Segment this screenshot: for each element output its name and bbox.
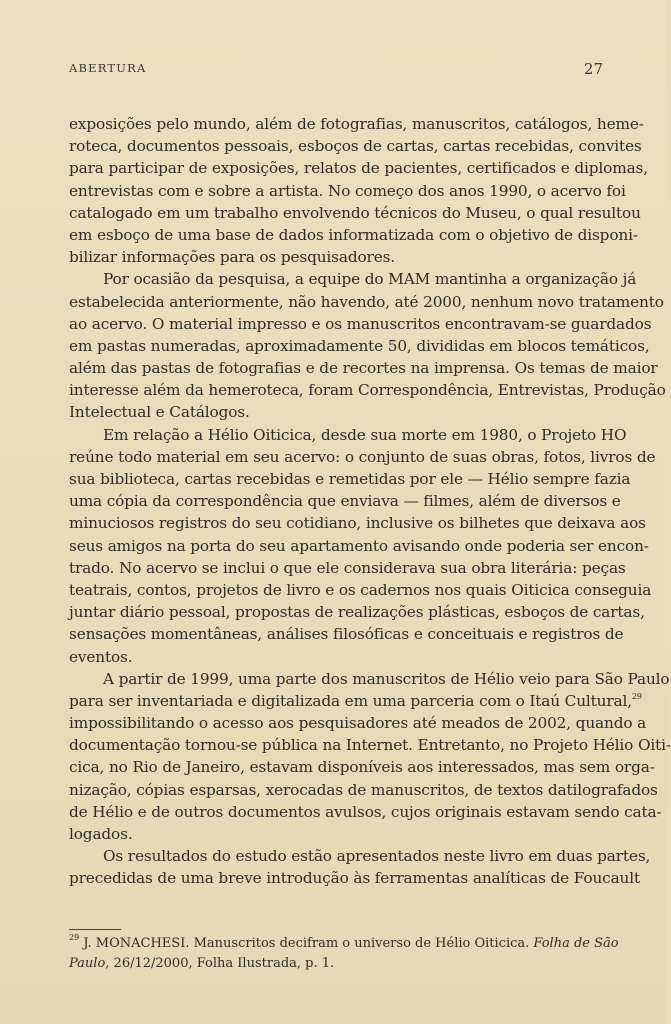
text-line: logados.	[69, 825, 133, 843]
text-line: documentação tornou-se pública na Internet. Entretanto, no Projeto Hélio Oiti-	[69, 736, 671, 755]
text-line-content: para ser inventariada e digitalizada em uma parceria com o Itaú Cultural,	[69, 691, 632, 710]
text-line: Por ocasião da pesquisa, a equipe do MAM mantinha a organização já	[103, 270, 637, 289]
footnote-number: 29	[69, 933, 80, 942]
text-line-with-footnote-ref	[69, 690, 642, 712]
text-line: juntar diário pessoal, propostas de realizações plásticas, esboços de cartas,	[69, 603, 645, 622]
text-line: nização, cópias esparsas, xerocadas de manuscritos, de textos datilografados	[69, 780, 658, 799]
text-line: além das pastas de fotografias e de recortes na imprensa. Os temas de maior	[69, 359, 658, 378]
text-line: reúne todo material em seu acervo: o conjunto de suas obras, fotos, livros de	[69, 447, 656, 466]
text-line: entrevistas com e sobre a artista. No começo dos anos 1990, o acervo foi	[69, 181, 626, 200]
text-line: em pastas numeradas, aproximadamente 50, divididas em blocos temáticos,	[69, 336, 650, 355]
text-line: uma cópia da correspondência que enviava — filmes, além de diversos e	[69, 492, 621, 511]
text-line: Em relação a Hélio Oiticica, desde sua morte em 1980, o Projeto HO	[103, 425, 627, 444]
footnote-line	[69, 933, 619, 954]
text-line: roteca, documentos pessoais, esboços de cartas, cartas recebidas, convites	[69, 137, 642, 156]
text-line: teatrais, contos, projetos de livro e os cadernos nos quais Oiticica conseguia	[69, 580, 652, 599]
body-text	[69, 113, 671, 890]
text-line: seus amigos na porta do seu apartamento avisando onde poderia ser encon-	[69, 536, 649, 555]
text-line: estabelecida anteriormente, não havendo, até 2000, nenhum novo tratamento	[69, 292, 664, 311]
footnote-line	[69, 954, 600, 974]
text-line: minuciosos registros do seu cotidiano, inclusive os bilhetes que deixava aos	[69, 514, 646, 533]
text-line: Os resultados do estudo estão apresentados neste livro em duas partes,	[103, 847, 651, 866]
running-head: ABERTURA	[69, 61, 147, 75]
text-line: cica, no Rio de Janeiro, estavam disponíveis aos interessados, mas sem orga-	[69, 758, 655, 777]
text-line: em esboço de uma base de dados informatizada com o objetivo de disponi-	[69, 225, 638, 244]
text-line: para participar de exposições, relatos de pacientes, certificados e diplomas,	[69, 159, 648, 178]
text-line: eventos.	[69, 647, 133, 666]
footnote	[69, 933, 619, 974]
text-line: catalogado em um trabalho envolvendo técnicos do Museu, o qual resultou	[69, 203, 641, 222]
footnote-source-cont: Paulo	[69, 956, 106, 971]
text-line: impossibilitando o acesso aos pesquisadores até meados de 2002, quando a	[69, 714, 647, 733]
text-line: ao acervo. O material impresso e os manuscritos encontravam-se guardados	[69, 314, 652, 333]
text-line: Intelectual e Catálogos.	[69, 403, 250, 422]
text-line: de Hélio e de outros documentos avulsos, cujos originais estavam sendo cata-	[69, 802, 662, 821]
page-number: 27	[583, 60, 603, 78]
text-line: trado. No acervo se inclui o que ele considerava sua obra literária: peças	[69, 558, 626, 577]
footnote-reference: 29	[631, 691, 642, 701]
footnote-text-after: , 26/12/2000, Folha Ilustrada, p. 1.	[105, 956, 335, 971]
text-line: sensações momentâneas, análises filosóficas e conceituais e registros de	[69, 625, 624, 644]
text-line: exposições pelo mundo, além de fotografias, manuscritos, catálogos, heme-	[69, 115, 644, 133]
footnote-text: J. MONACHESI. Manuscritos decifram o universo de Hélio Oiticica.	[83, 936, 530, 951]
text-line: bilizar informações para os pesquisadores.	[69, 248, 396, 267]
footnote-divider	[69, 929, 121, 930]
text-line: sua biblioteca, cartas recebidas e remetidas por ele — Hélio sempre fazia	[69, 470, 631, 488]
text-line: precedidas de uma breve introdução às ferramentas analíticas de Foucault	[69, 869, 640, 888]
footnote-source: Folha de São	[533, 936, 619, 951]
text-line: A partir de 1999, uma parte dos manuscritos de Hélio veio para São Paulo	[103, 669, 670, 688]
text-line: interesse além da hemeroteca, foram Correspondência, Entrevistas, Produção	[69, 381, 666, 400]
